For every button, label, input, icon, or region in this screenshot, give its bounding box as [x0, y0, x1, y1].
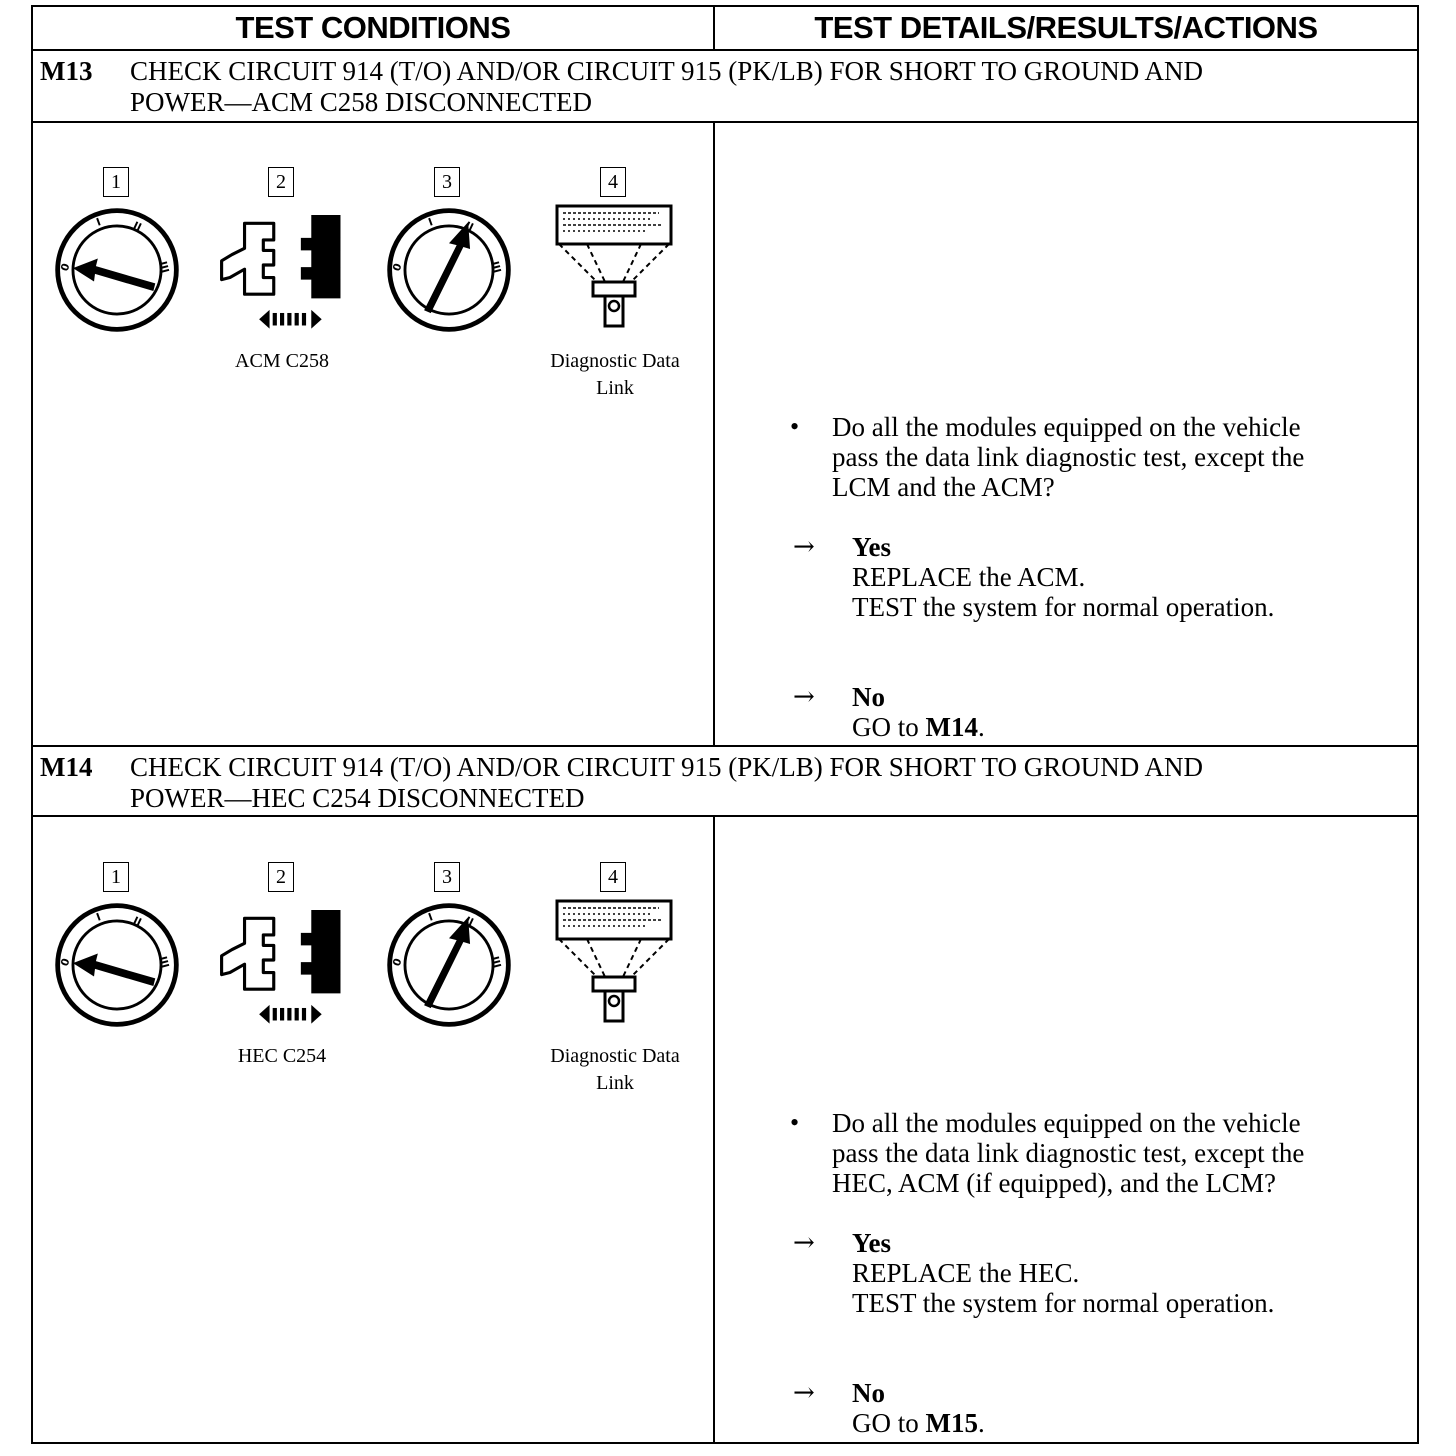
no-arrow-icon: →	[793, 1378, 815, 1408]
connector-disconnect-icon	[207, 200, 353, 330]
figure-number-3: 3	[434, 167, 460, 197]
dlc-caption-line1: Diagnostic Data	[550, 350, 680, 372]
no-action-prefix: GO to	[852, 712, 926, 742]
ignition-run-icon	[382, 203, 516, 337]
no-action	[852, 712, 985, 742]
m13-title-divider	[31, 121, 1419, 123]
yes-label: Yes	[852, 1228, 891, 1258]
goto-step-link[interactable]: M15	[925, 1408, 978, 1438]
yes-action-line2: TEST the system for normal operation.	[852, 592, 1275, 622]
table-border-left	[31, 5, 33, 1444]
m14-column-divider	[713, 816, 715, 1443]
question-line2: pass the data link diagnostic test, except the	[832, 442, 1305, 472]
dlc-caption-line2: Link	[596, 377, 634, 399]
m13-column-divider	[713, 122, 715, 746]
table-border-bottom	[31, 1442, 1419, 1444]
figure-number-2: 2	[268, 862, 294, 892]
no-arrow-icon: →	[793, 682, 815, 712]
bullet-icon: •	[790, 1108, 800, 1137]
step-title-line2: POWER—ACM C258 DISCONNECTED	[130, 87, 593, 117]
diagnostic-data-link-icon	[549, 200, 679, 340]
table-border-right	[1417, 5, 1419, 1444]
goto-step-link[interactable]: M14	[925, 712, 978, 742]
step-title-line1: CHECK CIRCUIT 914 (T/O) AND/OR CIRCUIT 915 (PK/LB) FOR SHORT TO GROUND AND	[130, 752, 1203, 782]
step-title-line1: CHECK CIRCUIT 914 (T/O) AND/OR CIRCUIT 915 (PK/LB) FOR SHORT TO GROUND AND	[130, 56, 1203, 86]
yes-action-line1: REPLACE the ACM.	[852, 562, 1086, 592]
figure-number-1: 1	[103, 862, 129, 892]
question-line3: LCM and the ACM?	[832, 472, 1055, 502]
header-test-details: TEST DETAILS/RESULTS/ACTIONS	[814, 10, 1318, 45]
question-line2: pass the data link diagnostic test, except the	[832, 1138, 1305, 1168]
no-action-suffix: .	[977, 1408, 985, 1438]
connector-caption: HEC C254	[237, 1045, 327, 1067]
question-line3: HEC, ACM (if equipped), and the LCM?	[832, 1168, 1276, 1198]
figure-number-1: 1	[103, 167, 129, 197]
no-action-prefix: GO to	[852, 1408, 926, 1438]
dlc-caption-line1: Diagnostic Data	[550, 1045, 680, 1067]
yes-label: Yes	[852, 532, 891, 562]
question-line1: Do all the modules equipped on the vehicle	[832, 412, 1301, 442]
yes-arrow-icon: →	[793, 1228, 815, 1258]
figure-number-2: 2	[268, 167, 294, 197]
table-border-top	[31, 5, 1419, 7]
figure-number-3: 3	[434, 862, 460, 892]
dlc-caption-line2: Link	[596, 1072, 634, 1094]
header-divider	[31, 49, 1419, 51]
no-label: No	[852, 682, 885, 712]
ignition-run-icon	[382, 898, 516, 1032]
diagnostic-data-link-icon	[549, 895, 679, 1035]
step-divider	[31, 745, 1419, 747]
step-id: M14	[40, 752, 93, 782]
ignition-off-icon	[50, 898, 184, 1032]
yes-action-line2: TEST the system for normal operation.	[852, 1288, 1275, 1318]
no-action	[852, 1408, 985, 1438]
ignition-off-icon	[50, 203, 184, 337]
m14-title-divider	[31, 815, 1419, 817]
connector-caption: ACM C258	[235, 350, 329, 372]
figure-number-4: 4	[600, 167, 626, 197]
figure-number-4: 4	[600, 862, 626, 892]
yes-action-line1: REPLACE the HEC.	[852, 1258, 1080, 1288]
bullet-icon: •	[790, 412, 800, 441]
no-action-suffix: .	[977, 712, 985, 742]
step-id: M13	[40, 56, 93, 86]
connector-disconnect-icon	[207, 895, 353, 1025]
no-label: No	[852, 1378, 885, 1408]
step-title-line2: POWER—HEC C254 DISCONNECTED	[130, 783, 585, 813]
header-test-conditions: TEST CONDITIONS	[235, 10, 511, 45]
question-line1: Do all the modules equipped on the vehicle	[832, 1108, 1301, 1138]
yes-arrow-icon: →	[793, 532, 815, 562]
